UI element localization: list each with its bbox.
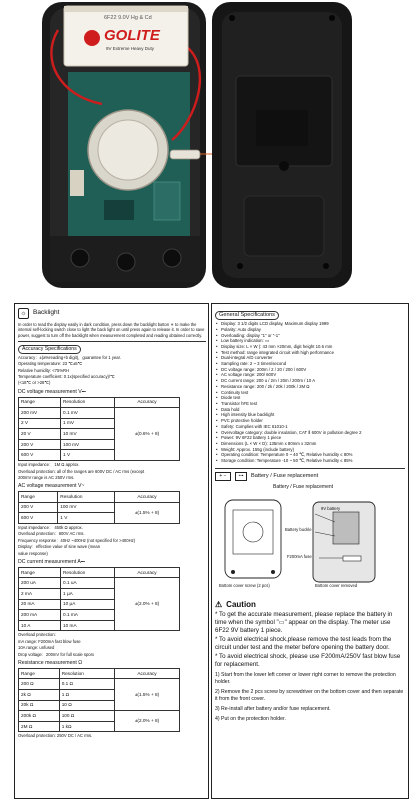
range-cell: 10 A	[19, 620, 61, 631]
resolution-cell: 10 Ω	[59, 700, 114, 711]
table-row	[19, 711, 180, 722]
battery-icon: + −	[215, 472, 231, 481]
accuracy-cell: ±(1.5% + 8)	[115, 679, 180, 711]
acv-title: AC voltage measurement V~	[18, 483, 85, 490]
battery-sub: 9V Extreme Heavy Duty	[106, 46, 155, 51]
table-header: Resolution	[61, 397, 115, 408]
replacement-step: 1) Start from the lower left corner or lower right corner to remove the protection holder.	[215, 671, 396, 685]
dcv-table	[18, 397, 180, 462]
dca-title: DC current measurement A⎓	[18, 559, 85, 566]
warning-icon: ⚠	[215, 599, 223, 609]
resolution-cell: 100 Ω	[59, 711, 114, 722]
general-spec-item: • Dual-integral A/D converter	[221, 355, 405, 361]
right-column	[215, 308, 405, 723]
spec-note: Input impedance： 1M Ω approx.	[18, 462, 80, 468]
range-cell: 200k Ω	[19, 711, 60, 722]
caution-heading: ⚠ Caution	[215, 599, 256, 609]
resolution-cell: 0.1 mA	[61, 610, 115, 621]
range-cell: 2k Ω	[19, 690, 60, 701]
table-header: Range	[19, 567, 61, 578]
spec-note: Overload protection：600V AC rms.	[18, 531, 85, 537]
general-spec-item: • High intensity blue backlight	[221, 412, 405, 418]
label-9v-battery: 9V battery	[321, 505, 341, 511]
res-table	[18, 668, 180, 733]
diagram-drawing	[215, 492, 403, 596]
range-cell: 2 mA	[19, 588, 61, 599]
fuse-icon: ⊶	[235, 472, 247, 481]
accuracy-lines	[18, 355, 206, 386]
accuracy-cell: ±(0.6% + 8)	[115, 408, 180, 461]
table-header: Accuracy	[115, 492, 180, 503]
label-cover-screw: Bottom cover screw (2 pcs)	[219, 582, 270, 588]
general-spec-item: • Transistor hFE test	[221, 401, 405, 407]
table-header: Resolution	[59, 668, 114, 679]
resolution-cell: 1 Ω	[59, 690, 114, 701]
table-header-row	[19, 492, 180, 503]
general-spec-item: • Display size: L × W ): 43 mm ×20mm, digit height 10.6 mm	[221, 344, 405, 350]
sun-icon: ☼	[18, 308, 29, 319]
table-header-row	[19, 668, 180, 679]
resolution-cell: 0.1 uA	[61, 578, 115, 589]
caution-item	[215, 611, 405, 635]
jack-10a	[71, 249, 89, 267]
backlight-title: Backlight	[33, 309, 60, 317]
general-spec-item: • Diode test	[221, 395, 405, 401]
replacement-step: 3) Re-install after battery and/or fuse replacement.	[215, 705, 331, 712]
acv-table	[18, 491, 180, 524]
battery-code: 6F22 9.0V Hg & Cd	[104, 15, 152, 21]
spec-note: Overload protection: all of the ranges are 600V DC / AC rms (except	[18, 468, 145, 474]
general-spec-item: • Safety: Complies with IEC 61010-1	[221, 424, 405, 430]
accuracy-line: (<18℃ or >28℃)	[18, 380, 51, 386]
range-cell: 2 V	[19, 418, 61, 429]
general-spec-item: • Operating condition: Temperature 0 ~ 40 ℃, Relative humidity ≤ 80%	[221, 452, 405, 458]
accuracy-title: Accuracy Specifications	[18, 345, 206, 354]
spec-note: Display：effective value of sine wave (mean	[18, 544, 101, 550]
table-row	[19, 578, 180, 589]
acv-notes	[18, 525, 206, 556]
res-notes	[18, 733, 206, 738]
battery-diagram	[215, 484, 403, 598]
label-cover-removed: Bottom cover removed	[315, 582, 358, 588]
general-spec-item: • Sampling rate: 2 ~ 3 times/second	[221, 361, 405, 367]
resolution-cell: 100 mV	[58, 502, 115, 513]
dcv-title: DC voltage measurement V⎓	[18, 388, 86, 395]
resolution-cell: 10 μA	[61, 599, 115, 610]
resolution-cell: 1 V	[61, 450, 115, 461]
left-column	[18, 308, 206, 740]
backlight-text: In order to read the display easily in dark condition, press down the backlight button ☀ to make the internal self-locking switch close to light the back light on until press again to release it. In order to save power, suggest to turn off the backlight when measurement completed and reading obtained correctly.	[18, 322, 205, 338]
range-cell: 20 mA	[19, 599, 61, 610]
spec-note: Frequency response：40Hz ~400Hz (not specified for >400Hz)	[18, 537, 136, 543]
battery-heading	[215, 468, 405, 481]
general-spec-item: • Display: 3 1/2 digits LCD display, Maximum display 1999	[221, 321, 405, 327]
range-cell: 200 mA	[19, 610, 61, 621]
resolution-cell: 10 mV	[61, 429, 115, 440]
accuracy-cell: ±(2.0% + 8)	[115, 711, 180, 732]
jack-vohm	[163, 249, 181, 267]
range-cell: 200 uA	[19, 578, 61, 589]
table-header: Accuracy	[115, 668, 180, 679]
dca-table	[18, 567, 180, 632]
diagram-title: Battery / Fuse replacement	[273, 483, 334, 490]
table-header: Accuracy	[115, 567, 180, 578]
battery-brand: GOLITE	[104, 27, 160, 44]
spec-note: Overload protection:	[18, 632, 56, 638]
range-cell: 200 V	[19, 502, 58, 513]
general-spec-item: • Dimensions (L × W × D): 135mm x 80mm x 32mm	[221, 441, 405, 447]
multimeter-photo	[0, 0, 416, 296]
table-header: Range	[19, 668, 60, 679]
table-header: Resolution	[61, 567, 115, 578]
general-spec-item: • DC voltage range: 200m / 2 / 20 / 200 / 600V	[221, 367, 405, 373]
caution-item	[215, 636, 405, 652]
replacement-steps	[215, 672, 405, 723]
range-cell: 20k Ω	[19, 700, 60, 711]
table-header-row	[19, 567, 180, 578]
resolution-cell: 1 kΩ	[59, 721, 114, 732]
general-spec-item: • PVC protective holder	[221, 418, 405, 424]
general-spec-item: • DC current range: 200 u / 2m / 20m / 200m / 10 A	[221, 378, 405, 384]
general-spec-item: • Low battery indication: ▭	[221, 338, 405, 344]
caution-text: To avoid electrical shock, please use F200mA/250V fast blow fuse for replacement.	[215, 652, 401, 668]
resolution-cell: 1 μA	[61, 588, 115, 599]
resolution-cell: 1 mV	[61, 418, 115, 429]
spec-note: value response)	[18, 550, 48, 556]
table-header-row	[19, 397, 180, 408]
dca-notes	[18, 632, 206, 657]
table-row	[19, 408, 180, 419]
jack-com	[117, 253, 135, 271]
spec-note: Overload protection: 250V DC / AC rms.	[18, 733, 93, 739]
resolution-cell: 1 V	[58, 513, 115, 524]
general-spec-list	[215, 321, 405, 464]
range-cell: 600 V	[19, 513, 58, 524]
fuse	[170, 150, 200, 159]
general-spec-item: • Test method: range integrated circuit with high performance	[221, 350, 405, 356]
general-spec-item: • Weight: Approx. 155g (include battery)	[221, 447, 405, 453]
range-cell: 200 Ω	[19, 679, 60, 690]
table-row	[19, 679, 180, 690]
general-spec-item: • Overloading: display "1" or "-1"	[221, 333, 405, 339]
backlight-heading	[18, 308, 206, 319]
general-spec-item: • Continuity test	[221, 390, 405, 396]
label-battery-buckle: Battery buckle	[285, 526, 312, 532]
range-cell: 600 V	[19, 450, 61, 461]
table-row	[19, 502, 180, 513]
table-header: Resolution	[58, 492, 115, 503]
general-spec-item: • Storage condition: Temperature -10 ~ 50 ℃, Relative humidity ≤ 85%	[221, 458, 405, 464]
general-spec-item: • Power: 9V 6F22 battery 1 piece	[221, 435, 405, 441]
range-cell: 200 V	[19, 439, 61, 450]
resolution-cell: 100 mV	[61, 439, 115, 450]
table-header: Accuracy	[115, 397, 180, 408]
bullet-icon: *	[215, 610, 220, 618]
range-cell: 20 V	[19, 429, 61, 440]
general-spec-item: • Resistance range: 200 / 2k / 20k / 200k / 2M Ω	[221, 384, 405, 390]
range-cell: 200 mV	[19, 408, 61, 419]
general-spec-item: • Polarity: Auto display	[221, 327, 405, 333]
label-fuse: F200mA fuse	[287, 553, 312, 559]
accuracy-cell: ±(2.0% + 8)	[115, 578, 180, 631]
battery-title: Battery / Fuse replacement	[251, 472, 319, 479]
resolution-cell: 0.1 mV	[61, 408, 115, 419]
accuracy-line: Relative humidity: <75%RH	[18, 367, 70, 373]
caution-text: To get the accurate measurement, please replace the battery in time when the symbol "▭" appear on the display. The meter use 6F22 9V battery 1 piece.	[215, 610, 393, 634]
accuracy-cell: ±(1.5% + 8)	[115, 502, 180, 523]
general-spec-item: • Overvoltage category: double insulation, CAT Ⅱ 600V in pollution degree 2	[221, 430, 405, 436]
general-spec-item: • AC voltage range: 200/ 600V	[221, 372, 405, 378]
table-header: Range	[19, 397, 61, 408]
accuracy-line: Temperature coefficient: 0.1x(specified accuracy)/℃	[18, 373, 115, 379]
bullet-icon: *	[215, 652, 220, 660]
spec-note: 10A range: unfused	[18, 645, 55, 651]
spec-note: 200mV range is AC 250V rms.	[18, 474, 75, 480]
accuracy-line: Accuracy：±(a%reading+b digit)，guarantee for 1 year.	[18, 354, 121, 360]
replacement-step: 4) Put on the protection holder.	[215, 715, 286, 722]
spec-note: mA range: F200mA fast blow fuse	[18, 638, 81, 644]
spec-note: Input impedance： 450k Ω approx.	[18, 524, 83, 530]
resolution-cell: 0.1 Ω	[59, 679, 114, 690]
caution-text: To avoid electrical shock,please remove the test leads from the circuit under test and the meter before opening the battery door.	[215, 635, 392, 651]
table-header: Range	[19, 492, 58, 503]
range-cell: 2M Ω	[19, 721, 60, 732]
replacement-step: 2) Remove the 2 pcs screw by screwdriver on the bottom cover and then separate it from the front cover.	[215, 688, 404, 702]
caution-item	[215, 653, 405, 669]
res-title: Resistance measurement Ω	[18, 660, 83, 667]
general-spec-item: • Data hold	[221, 407, 405, 413]
spec-note: Drop voltage：200mV for full scale sporx	[18, 651, 95, 657]
accuracy-line: Operating temperature: 23 ℃±5℃	[18, 361, 83, 367]
bullet-icon: *	[215, 635, 220, 643]
resolution-cell: 10 mA	[61, 620, 115, 631]
dcv-notes	[18, 462, 206, 480]
general-title: General Specifications	[215, 311, 405, 320]
caution-items	[215, 611, 405, 669]
